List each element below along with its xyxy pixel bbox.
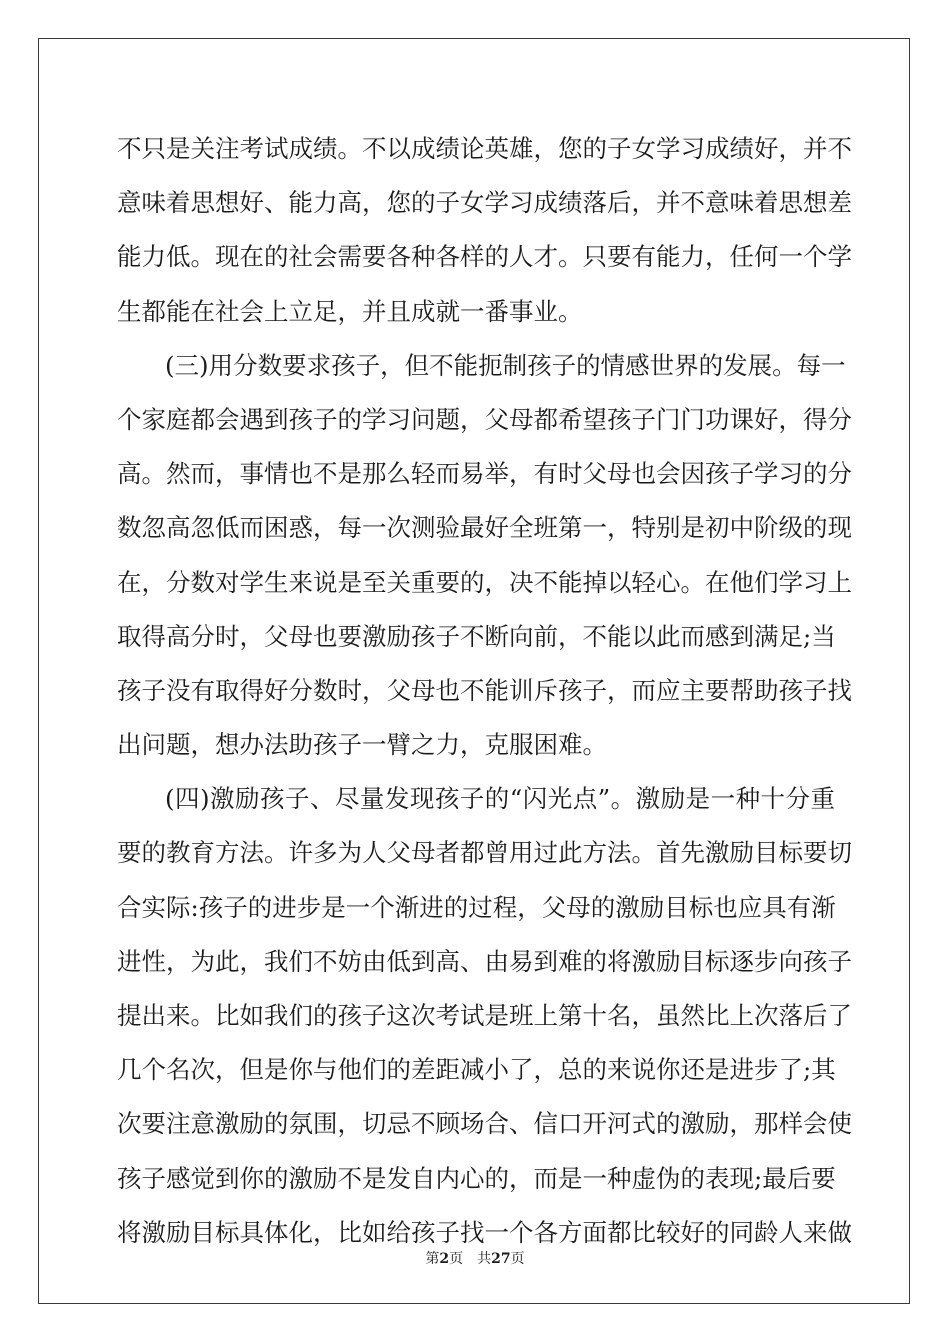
text-line: 提出来。比如我们的孩子这次考试是班上第十名，虽然比上次落后了 (117, 1001, 852, 1030)
text-line: 合实际:孩子的进步是一个渐进的过程，父母的激励目标也应具有渐 (117, 892, 836, 922)
text-line: 在，分数对学生来说是至关重要的，决不能掉以轻心。在他们学习上 (117, 567, 852, 597)
text-line: 取得高分时，父母也要激励孩子不断向前，不能以此而感到满足;当 (117, 621, 836, 651)
text-line: 数忽高忽低而困惑，每一次测验最好全班第一，特别是初中阶级的现 (117, 513, 852, 543)
paragraph (117, 339, 852, 773)
text-line: 孩子感觉到你的激励不是发自内心的，而是一种虚伪的表现;最后要 (117, 1163, 836, 1193)
text-line: 不只是关注考试成绩。不以成绩论英雄，您的子女学习成绩好，并不 (117, 134, 852, 163)
page-number: 2 (439, 1251, 450, 1267)
text-line: (三)用分数要求孩子，但不能扼制孩子的情感世界的发展。每一 (165, 350, 846, 380)
page-suffix: 页 (449, 1251, 464, 1267)
text-line: 孩子没有取得好分数时，父母也不能训斥孩子，而应主要帮助孩子找 (117, 675, 852, 705)
page-footer (0, 1248, 950, 1268)
paragraph (117, 122, 852, 339)
text-line: 个家庭都会遇到孩子的学习问题，父母都希望孩子门门功课好，得分 (117, 404, 852, 434)
page-prefix: 第 (425, 1251, 440, 1267)
text-line: 能力低。现在的社会需要各种各样的人才。只要有能力，任何一个学 (117, 242, 852, 272)
text-line: 意味着思想好、能力高，您的子女学习成绩落后，并不意味着思想差 (117, 188, 852, 218)
text-line: 出问题，想办法助孩子一臂之力，克服困难。 (117, 730, 607, 760)
paragraph (117, 772, 852, 1260)
text-line: 次要注意激励的氛围，切忌不顾场合、信口开河式的激励，那样会使 (117, 1109, 852, 1139)
total-suffix: 页 (510, 1251, 525, 1267)
text-line: 几个名次，但是你与他们的差距减小了，总的来说你还是进步了;其 (117, 1055, 836, 1085)
total-prefix: 共 (477, 1251, 492, 1267)
document-body (117, 122, 852, 1260)
text-line: 生都能在社会上立足，并且成就一番事业。 (117, 296, 583, 326)
text-line: 要的教育方法。许多为人父母者都曾用过此方法。首先激励目标要切 (117, 838, 852, 868)
text-line: 高。然而，事情也不是那么轻而易举，有时父母也会因孩子学习的分 (117, 459, 852, 489)
total-pages: 27 (491, 1251, 511, 1267)
text-line: (四)激励孩子、尽量发现孩子的“闪光点”。激励是一种十分重 (165, 784, 835, 814)
text-line: 进性，为此，我们不妨由低到高、由易到难的将激励目标逐步向孩子 (117, 946, 852, 976)
text-line: 将激励目标具体化，比如给孩子找一个各方面都比较好的同龄人来做 (117, 1217, 852, 1247)
